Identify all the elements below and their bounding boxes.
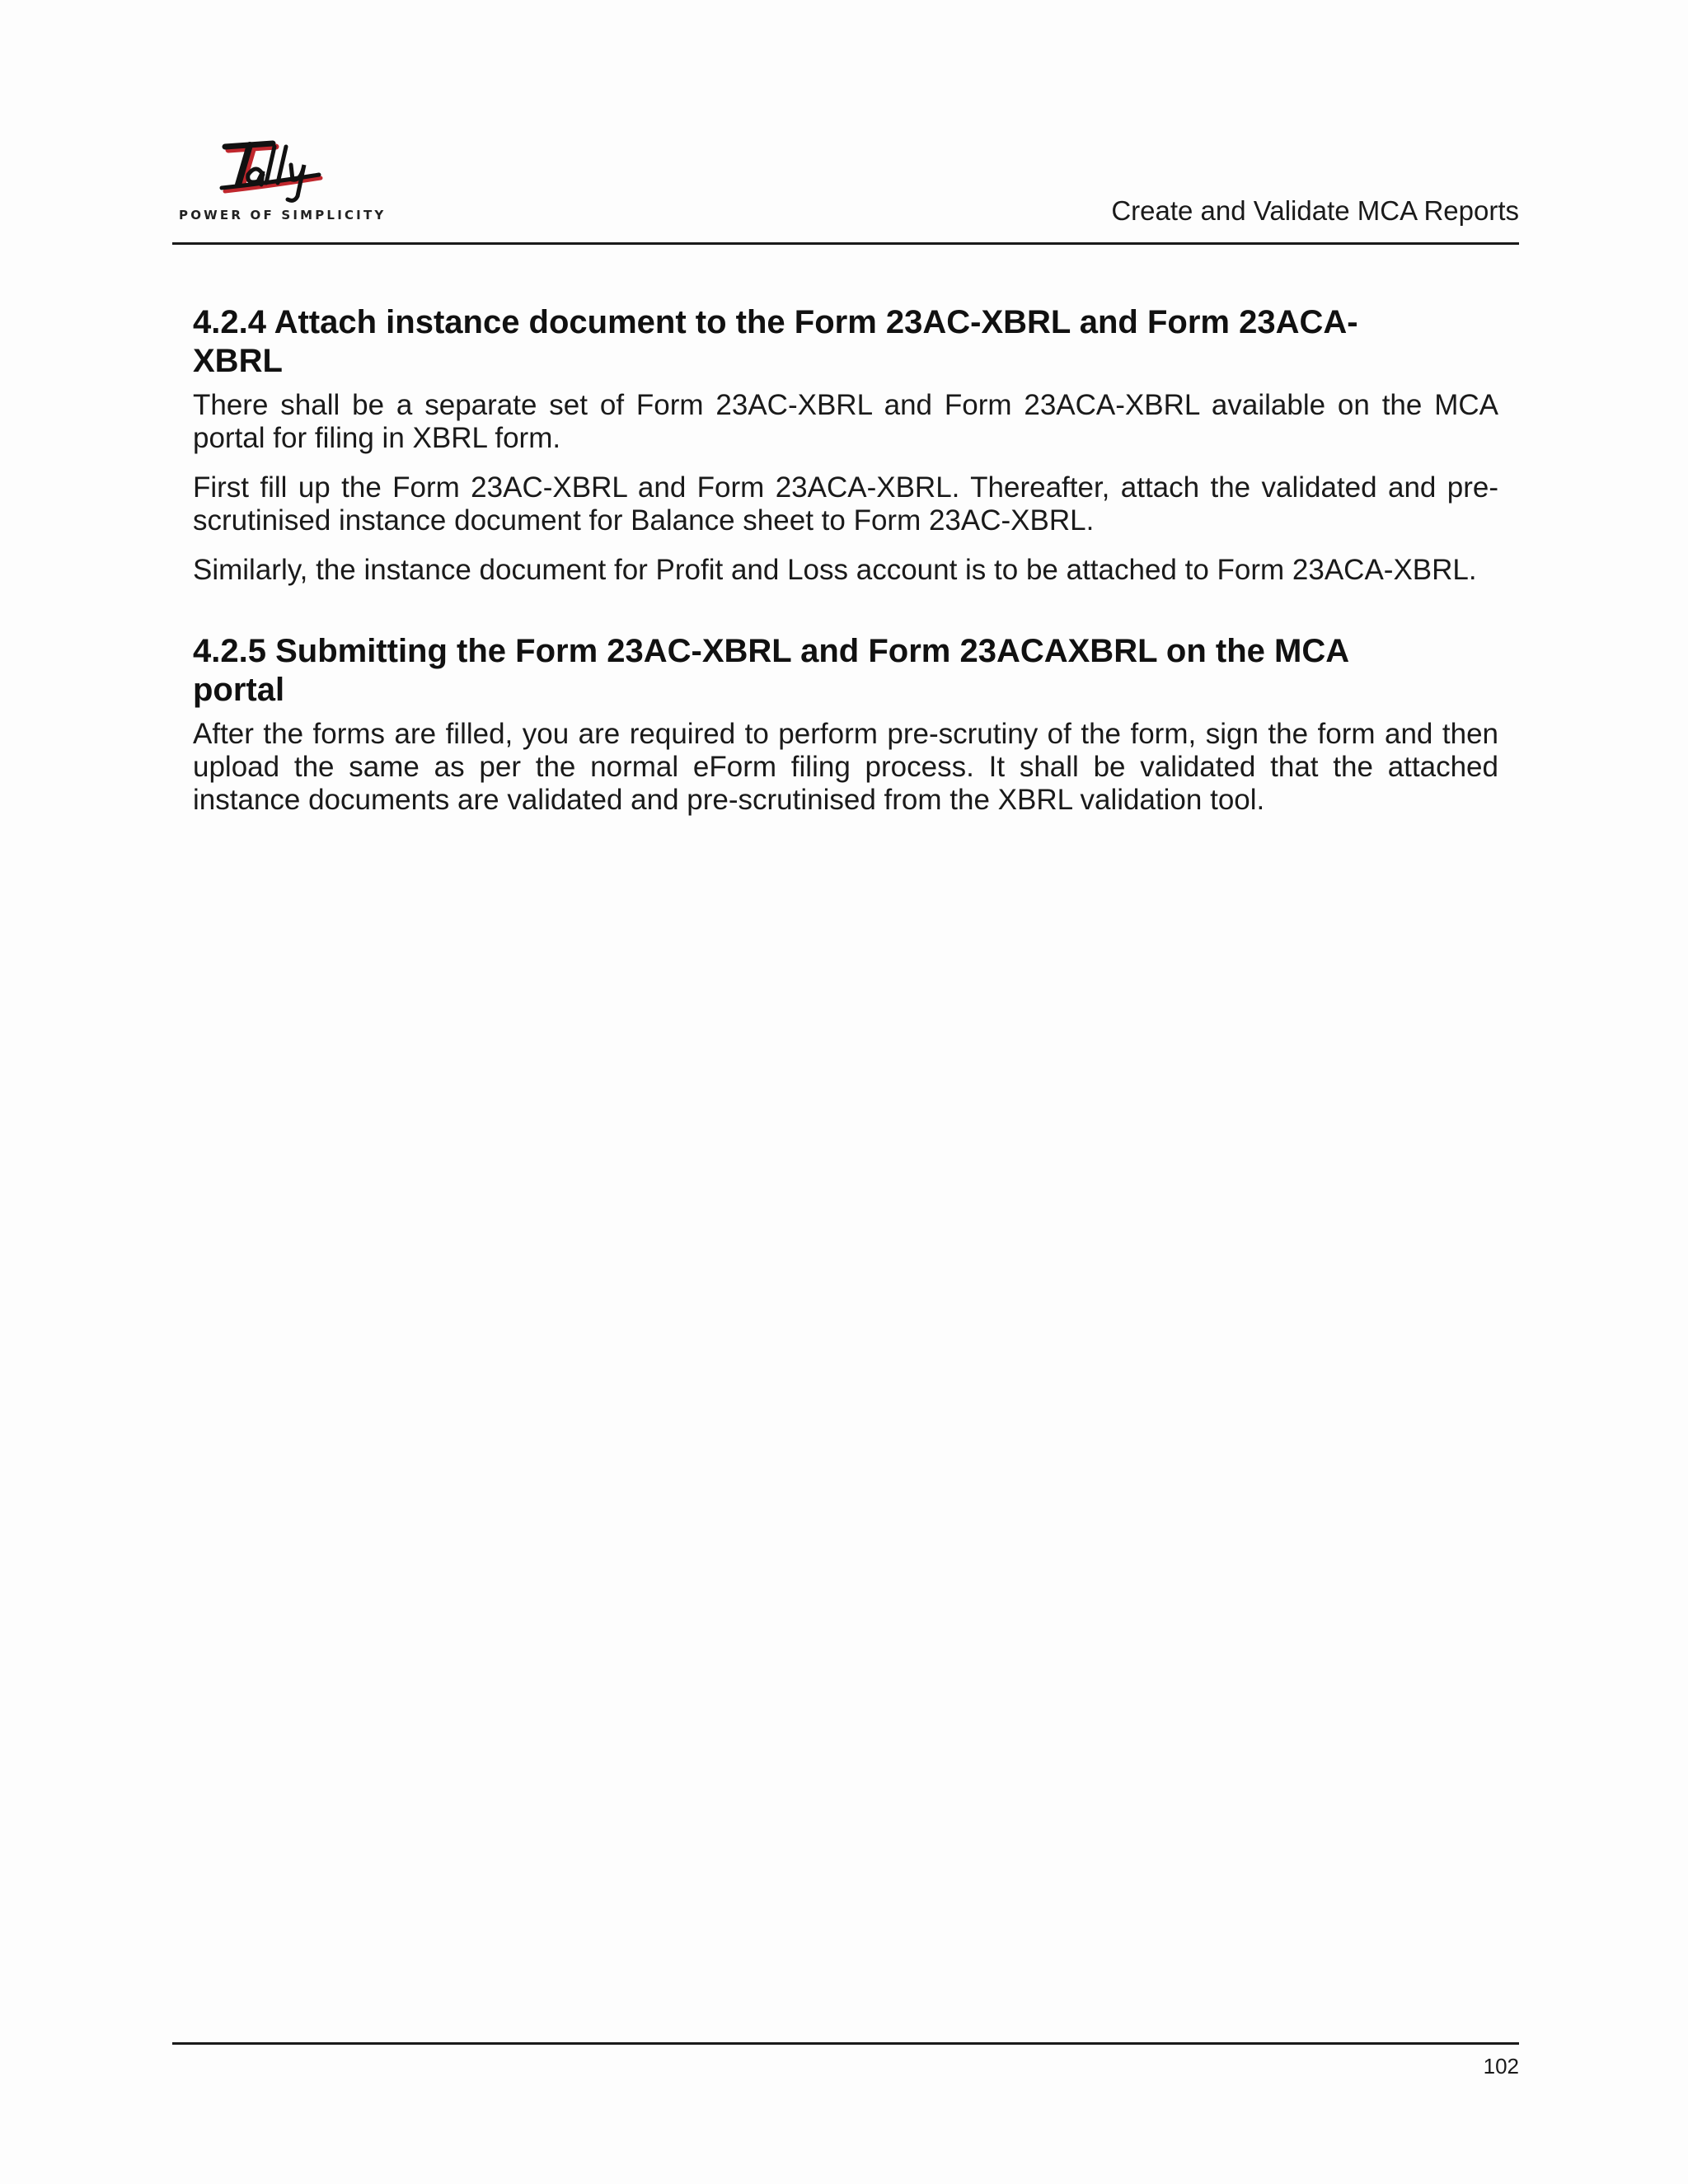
paragraph: After the forms are filled, you are required to perform pre-scrutiny of the form, sign the form and then upload the same as per the normal eForm filing process. It shall be validated that the attached instance documents are validated and pre-scrutinised from the XBRL validation tool.: [193, 718, 1498, 816]
tally-logo-mark: [212, 138, 335, 204]
page-header: [172, 132, 1519, 245]
paragraph: Similarly, the instance document for Profit and Loss account is to be attached to Form 23ACA-XBRL.: [193, 554, 1477, 586]
paragraph: There shall be a separate set of Form 23AC-XBRL and Form 23ACA-XBRL available on the MCA portal for filing in XBRL form.: [193, 389, 1498, 454]
page-content: [193, 303, 1498, 817]
tally-logo: [172, 132, 387, 224]
paragraph: First fill up the Form 23AC-XBRL and Form 23ACA-XBRL. Thereafter, attach the validated and pre-scrutinised instance document for Balance sheet to Form 23AC-XBRL.: [193, 471, 1498, 537]
footer-divider: [172, 2042, 1519, 2045]
page-number: 102: [1483, 2054, 1519, 2079]
section-title: 4.2.5 Submitting the Form 23AC-XBRL and Form 23ACAXBRL on the MCA portal: [193, 633, 1348, 708]
header-divider: [172, 242, 1519, 245]
running-head: Create and Validate MCA Reports: [1111, 195, 1519, 226]
logo-tagline: POWER OF SIMPLICITY: [179, 208, 387, 223]
section-title: 4.2.4 Attach instance document to the Form 23AC-XBRL and Form 23ACA-XBRL: [193, 304, 1358, 379]
